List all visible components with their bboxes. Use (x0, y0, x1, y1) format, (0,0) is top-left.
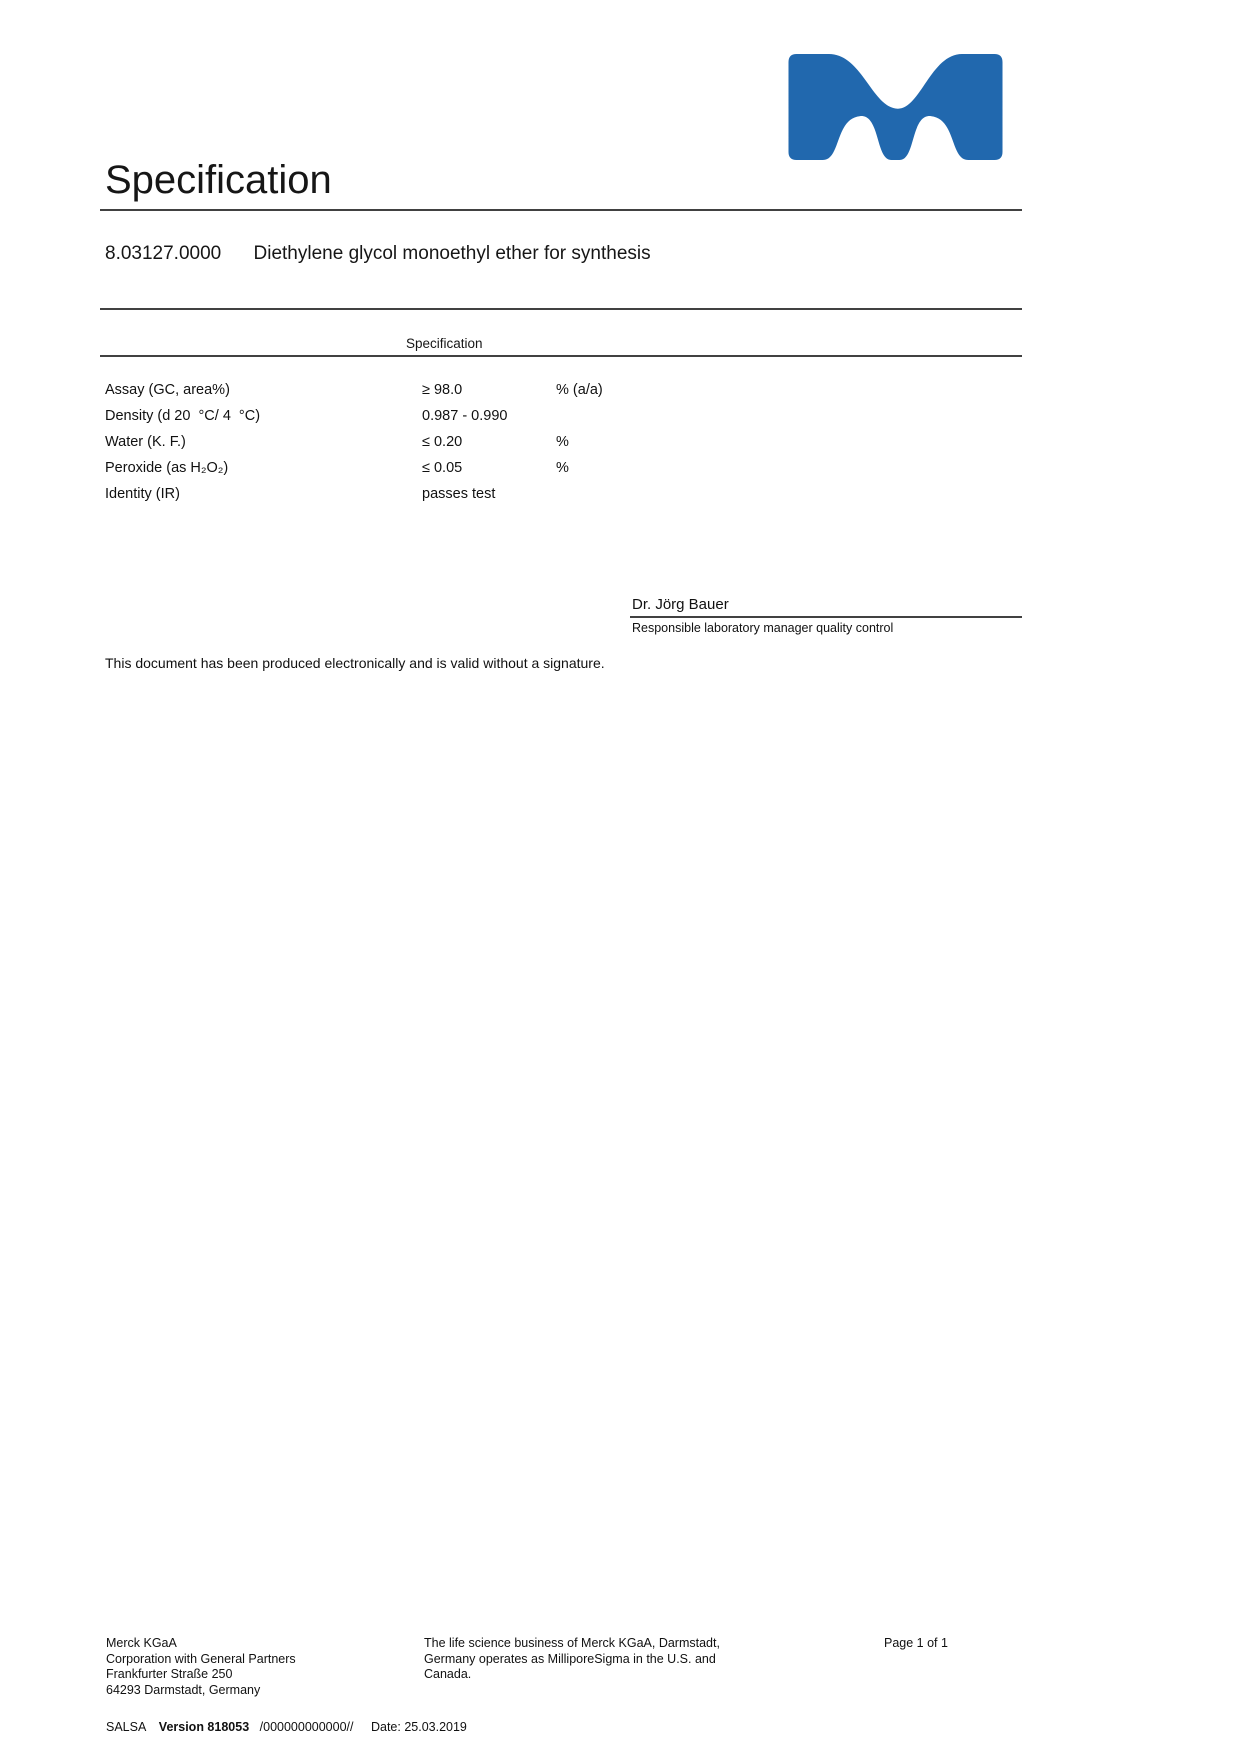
spec-value: ≤ 0.20 (422, 434, 463, 450)
version-label: Version 818053 (158, 1720, 250, 1734)
footer-company-line: 64293 Darmstadt, Germany (106, 1682, 261, 1697)
table-row (105, 486, 1022, 512)
merck-m-icon (788, 54, 1003, 160)
table-column-header: Specification (406, 336, 483, 351)
product-code: 8.03127.0000 (105, 243, 222, 264)
table-header-divider (100, 355, 1022, 357)
spec-value: passes test (422, 486, 496, 502)
page-indicator: Page 1 of 1 (884, 1636, 948, 1650)
system-label: SALSA (106, 1720, 147, 1734)
table-row (105, 460, 1022, 486)
spec-value: 0.987 - 0.990 (422, 408, 508, 424)
footer-company-line: Frankfurter Straße 250 (106, 1667, 233, 1681)
date-label: Date: 25.03.2019 (370, 1720, 467, 1734)
spec-property: Density (d 20 °C/ 4 °C) (105, 408, 261, 424)
spec-table (105, 382, 1022, 512)
spec-property: Water (K. F.) (105, 434, 186, 450)
spec-property: Peroxide (as H₂O₂) (105, 460, 229, 476)
footer-company-line: Merck KGaA (106, 1636, 177, 1650)
footer-system-line (106, 1720, 467, 1734)
page-title: Specification (105, 158, 332, 202)
footer-note-line: The life science business of Merck KGaA, Darmstadt, (424, 1636, 720, 1650)
electronic-validity-note: This document has been produced electronically and is valid without a signature. (105, 655, 605, 671)
title-divider (100, 209, 1022, 211)
signature-block (630, 596, 1022, 635)
spec-unit: % (556, 460, 569, 476)
table-top-divider (100, 308, 1022, 310)
spec-property: Identity (IR) (105, 486, 180, 502)
table-row (105, 382, 1022, 408)
spec-property: Assay (GC, area%) (105, 382, 230, 398)
signature-divider (630, 616, 1022, 618)
spec-unit: % (556, 434, 569, 450)
table-row (105, 434, 1022, 460)
spec-value: ≤ 0.05 (422, 460, 463, 476)
product-name: Diethylene glycol monoethyl ether for synthesis (253, 243, 651, 264)
footer-note-line: Canada. (424, 1667, 472, 1681)
table-row (105, 408, 1022, 434)
merck-logo (788, 54, 1003, 160)
footer-company-address (106, 1636, 296, 1698)
merck-m-path (788, 54, 1002, 160)
signatory-name: Dr. Jörg Bauer (632, 596, 729, 613)
signatory-role: Responsible laboratory manager quality control (632, 621, 894, 635)
footer-note-line: Germany operates as MilliporeSigma in the U.S. and (424, 1651, 716, 1666)
spec-unit: % (a/a) (556, 382, 603, 398)
spec-value: ≥ 98.0 (422, 382, 463, 398)
footer-business-note (424, 1636, 720, 1683)
reference-number: /000000000000// (259, 1720, 354, 1734)
product-line (105, 243, 651, 265)
footer-company-line: Corporation with General Partners (106, 1651, 296, 1666)
